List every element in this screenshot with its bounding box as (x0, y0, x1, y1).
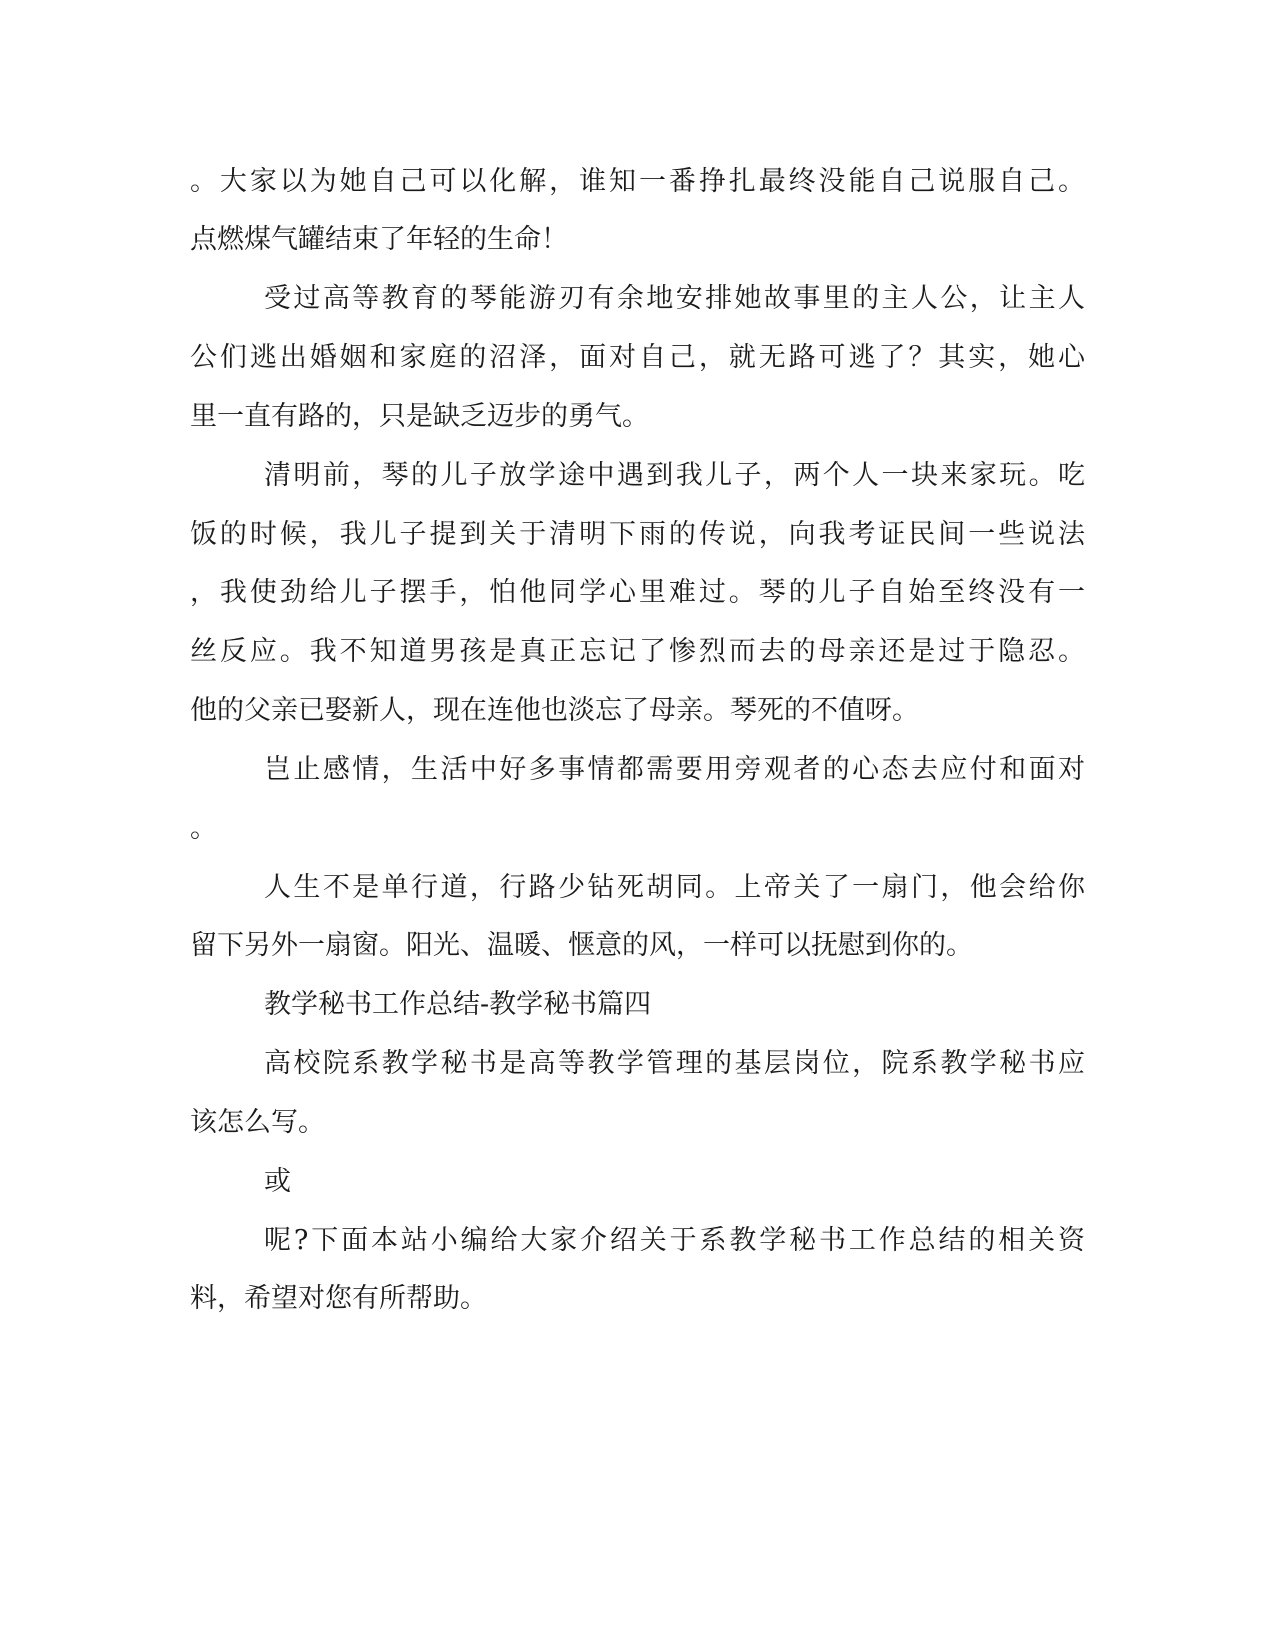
text-line: 人生不是单行道，行路少钻死胡同。上帝关了一扇门，他会给你 (264, 872, 1085, 903)
text-line: 饭的时候，我儿子提到关于清明下雨的传说，向我考证民间一些说法 (190, 519, 1085, 550)
text-line: 丝反应。我不知道男孩是真正忘记了惨烈而去的母亲还是过于隐忍。 (190, 636, 1085, 667)
text-line: 。 (190, 813, 217, 844)
text-line: 该怎么写。 (190, 1107, 325, 1138)
text-line: 。大家以为她自己可以化解，谁知一番挣扎最终没能自己说服自己。 (190, 166, 1085, 197)
text-line: 料，希望对您有所帮助。 (190, 1283, 487, 1314)
text-line: 受过高等教育的琴能游刃有余地安排她故事里的主人公，让主人 (264, 283, 1085, 314)
text-line: 他的父亲已娶新人，现在连他也淡忘了母亲。琴死的不值呀。 (190, 695, 919, 726)
section-heading: 教学秘书工作总结-教学秘书篇四 (264, 989, 652, 1020)
text-line: 岂止感情，生活中好多事情都需要用旁观者的心态去应付和面对 (264, 754, 1085, 785)
text-line: 公们逃出婚姻和家庭的沼泽，面对自己，就无路可逃了？其实，她心 (190, 342, 1085, 373)
text-line: 高校院系教学秘书是高等教学管理的基层岗位，院系教学秘书应 (264, 1048, 1085, 1079)
text-line: 呢?下面本站小编给大家介绍关于系教学秘书工作总结的相关资 (264, 1225, 1085, 1256)
text-line: 清明前，琴的儿子放学途中遇到我儿子，两个人一块来家玩。吃 (264, 460, 1085, 491)
text-line: ，我使劲给儿子摆手，怕他同学心里难过。琴的儿子自始至终没有一 (190, 577, 1085, 608)
text-line: 点燃煤气罐结束了年轻的生命！ (190, 224, 568, 255)
text-line: 或 (264, 1166, 291, 1197)
text-line: 里一直有路的，只是缺乏迈步的勇气。 (190, 401, 649, 432)
text-line: 留下另外一扇窗。阳光、温暖、惬意的风，一样可以抚慰到你的。 (190, 930, 973, 961)
